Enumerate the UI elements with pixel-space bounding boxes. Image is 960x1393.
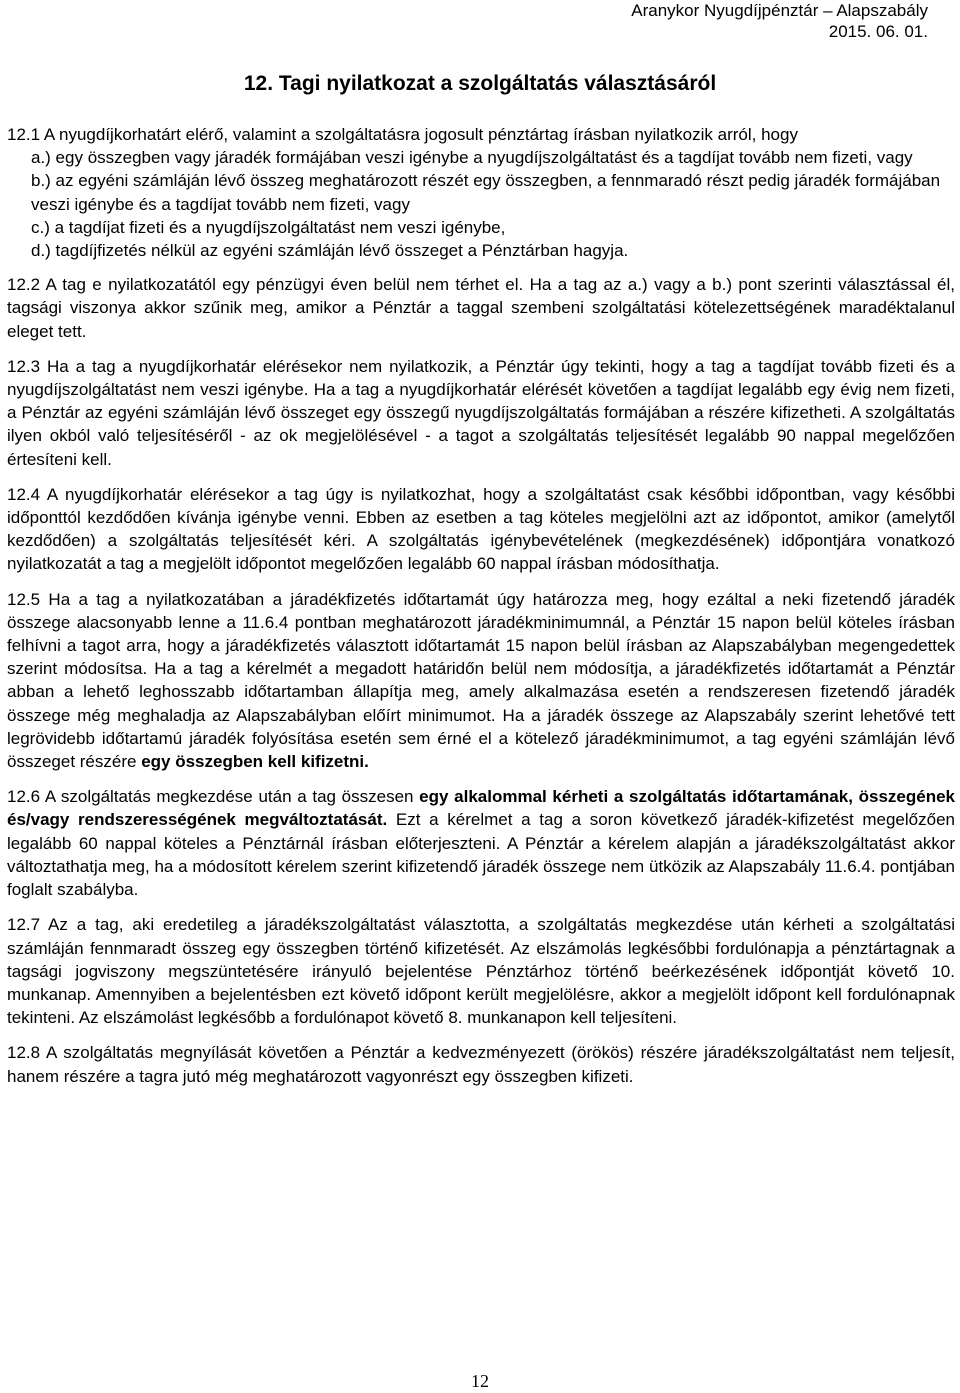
header-date: 2015. 06. 01. (828, 22, 928, 41)
paragraph-12-6-post: Ezt a kérelmet a tag a soron következő járadék-kifizetést megelőzően legalább 60 nappal köteles a Pénztárnál írásban előterjeszteni. A Pénztár a kérelem alapján a járadékszolgáltatást akkor változtathatja meg, ha a módosított kérelem szerint kifizetendő járadék összege nem ütközik az Alapszabály 11.6.4. pontjában foglalt szabályba. (7, 810, 955, 900)
paragraph-12-6-bold: egy alkalommal kérheti a szolgáltatás időtartamának, összegének és/vagy rendszerességének megváltoztatását. (7, 787, 955, 830)
page-number: 12 (471, 1371, 489, 1391)
paragraph-12-7: 12.7 Az a tag, aki eredetileg a járadékszolgáltatást választotta, a szolgáltatás megkezdése után kérheti a szolgáltatási számláján fennmaradt összeg egy összegben történő kifizetését. Az elszámolás legkésőbbi fordulónapja a pénztártagnak a tagsági jogviszony megszüntetésére irányuló bejelentése Pénztárhoz történő beérkezésének időpontját követő 10. munkanap. Amennyiben a bejelentésben ezt követő időpont került megjelölésre, akkor a megjelölt időpont kell fordulónapnak tekinteni. Az elszámolást legkésőbb a fordulónapot követő 8. munkanapon kell teljesíteni. (7, 915, 955, 1028)
paragraph-12-6 (7, 785, 955, 901)
paragraph-12-2: 12.2 A tag e nyilatkozatától egy pénzügyi éven belül nem térhet el. Ha a tag az a.) vagy a b.) pont szerinti választással él, tagsági viszonya akkor szűnik meg, amikor a Pénztár a taggal szembeni szolgáltatási kötelezettségének maradéktalanul eleget tett. (7, 275, 955, 341)
page-header (631, 0, 928, 42)
document-body (7, 123, 955, 1088)
paragraph-12-1-intro: 12.1 A nyugdíjkorhatárt elérő, valamint a szolgáltatásra jogosult pénztártag írásban nyilatkozik arról, hogy (7, 125, 798, 144)
list-item-b: b.) az egyéni számláján lévő összeg meghatározott részét egy összegben, a fennmaradó részt pedig járadék formájában veszi igénybe és a tagdíjat tovább nem fizeti, vagy (31, 171, 941, 214)
list-item-c: c.) a tagdíjat fizeti és a nyugdíjszolgáltatást nem veszi igénybe, (31, 217, 506, 237)
header-title: Aranykor Nyugdíjpénztár – Alapszabály (631, 1, 928, 20)
list-item-a: a.) egy összegben vagy járadék formájában veszi igénybe a nyugdíjszolgáltatást és a tagdíjat tovább nem fizeti, vagy (31, 148, 913, 168)
paragraph-12-6-pre: 12.6 A szolgáltatás megkezdése után a tag összesen (7, 787, 414, 807)
paragraph-12-5-bold: egy összegben kell kifizetni. (141, 752, 369, 772)
paragraph-12-5 (7, 588, 955, 774)
paragraph-12-8: 12.8 A szolgáltatás megnyílását követően a Pénztár a kedvezményezett (örökös) részére járadékszolgáltatást nem teljesít, hanem részére a tagra jutó még meghatározott vagyonrészt egy összegben kifizeti. (7, 1043, 955, 1086)
paragraph-12-4: 12.4 A nyugdíjkorhatár elérésekor a tag úgy is nyilatkozhat, hogy a szolgáltatást csak későbbi időpontban, vagy későbbi időponttól kezdődően kívánja igénybe venni. Ebben az esetben a tag köteles megjelölni azt az időpontot, amikor (amelytől kezdődően) a szolgáltatás teljesítését kéri. A szolgáltatás igénybevételének (megkezdésének) időpontjára vonatkozó nyilatkozatát a tag a megjelölt időpontot megelőzően legalább 60 nappal írásban módosíthatja. (7, 484, 955, 574)
paragraph-12-5-text: 12.5 Ha a tag a nyilatkozatában a járadékfizetés időtartamát úgy határozza meg, hogy ezáltal a neki fizetendő járadék összege alacsonyabb lenne a 11.6.4 pontban meghatározott járadékminimumnál, a Pénztár 15 napon belül köteles írásban felhívni a tagot arra, hogy a járadékfizetés választott időtartamát 15 napon belül írásban az Alapszabályban megengedettek szerint módosítsa. Ha a tag a kérelmét a megadott határidőn belül nem módosítja, a járadékfizetés időtartamát a Pénztár abban a lehető leghosszabb időtartamban állapítja meg, amely alkalmazása esetén a rendszeresen fizetendő járadék összege még meghaladja az Alapszabályban előírt minimumot. Ha a járadék összege az Alapszabály szerint lehetővé tett legrövidebb időtartamú járadék folyósítása esetén sem érné el a kötelező járadékminimumot, a tag egyéni számláján lévő összeget részére (7, 589, 955, 772)
section-title: 12. Tagi nyilatkozat a szolgáltatás választásáról (243, 72, 717, 95)
list-item-d: d.) tagdíjfizetés nélkül az egyéni számláján lévő összeget a Pénztárban hagyja. (31, 241, 629, 261)
paragraph-12-3: 12.3 Ha a tag a nyugdíjkorhatár elérésekor nem nyilatkozik, a Pénztár úgy tekinti, hogy a tag a tagdíjat tovább fizeti és a nyugdíjszolgáltatást nem veszi igénybe. Ha a tag a nyugdíjkorhatár elérését követően a tagdíjat legalább egy évig nem fizeti, a Pénztár az egyéni számláján lévő összeget egy összegű nyugdíjszolgáltatás formájában a részére kifizetheti. A szolgáltatás ilyen okból való teljesítéséről - az ok megjelölésével - a tagot a szolgáltatás teljesítését legalább 90 nappal megelőzően értesíteni kell. (7, 356, 955, 469)
